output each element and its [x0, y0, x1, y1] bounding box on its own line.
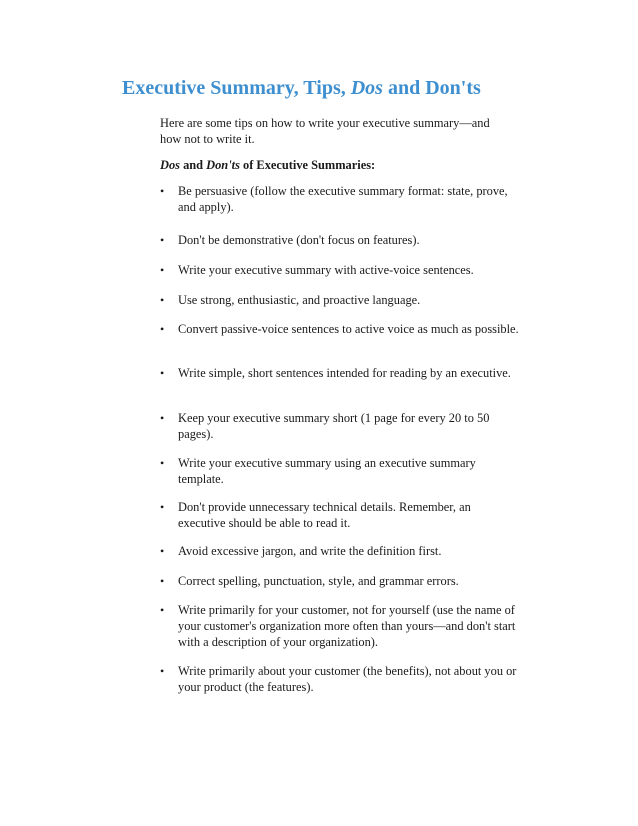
- list-item-text: Keep your executive summary short (1 page for every 20 to 50 pages).: [178, 411, 490, 441]
- list-item: [160, 292, 520, 308]
- document-title: [122, 76, 481, 100]
- bullet-marker: •: [160, 500, 165, 514]
- list-item: [160, 573, 520, 589]
- bullet-marker: •: [160, 322, 165, 336]
- heading-rest: of Executive Summaries:: [239, 158, 376, 172]
- bullet-marker: •: [160, 263, 165, 277]
- bullet-marker: •: [160, 664, 165, 678]
- title-part-1: Executive Summary, Tips,: [122, 77, 351, 99]
- bullet-marker: •: [160, 366, 165, 380]
- intro-paragraph: Here are some tips on how to write your executive summary—and how not to write it.: [160, 116, 490, 146]
- bullet-marker: •: [160, 411, 165, 425]
- list-item: [160, 455, 520, 487]
- list-item: [160, 321, 520, 337]
- list-item-text: Use strong, enthusiastic, and proactive language.: [178, 293, 421, 307]
- list-item-text: Correct spelling, punctuation, style, and grammar errors.: [178, 574, 459, 588]
- list-item-text: Don't be demonstrative (don't focus on features).: [178, 233, 420, 247]
- section-heading: [160, 157, 375, 173]
- list-item: [160, 602, 520, 650]
- bullet-marker: •: [160, 456, 165, 470]
- list-item: [160, 663, 520, 695]
- bullet-marker: •: [160, 184, 165, 198]
- list-item-text: Avoid excessive jargon, and write the definition first.: [178, 544, 442, 558]
- list-item-text: Don't provide unnecessary technical details. Remember, an executive should be able to read it.: [178, 500, 471, 530]
- heading-and: and: [179, 158, 207, 172]
- list-item: [160, 499, 520, 531]
- list-item: [160, 183, 520, 215]
- bullet-marker: •: [160, 574, 165, 588]
- list-item: [160, 365, 520, 381]
- list-item-text: Be persuasive (follow the executive summary format: state, prove, and apply).: [178, 184, 508, 214]
- list-item-text: Write your executive summary with active-voice sentences.: [178, 263, 474, 277]
- list-item: [160, 262, 520, 278]
- list-item: [160, 232, 520, 248]
- title-donts: Don'ts: [425, 77, 481, 99]
- list-item-text: Write your executive summary using an executive summary template.: [178, 456, 476, 486]
- bullet-marker: •: [160, 603, 165, 617]
- heading-dos: Dos: [160, 158, 180, 172]
- bullet-marker: •: [160, 544, 165, 558]
- list-item: [160, 543, 520, 559]
- bullet-marker: •: [160, 293, 165, 307]
- list-item-text: Write primarily about your customer (the benefits), not about you or your product (the features).: [178, 664, 517, 694]
- list-item-text: Convert passive-voice sentences to active voice as much as possible.: [178, 322, 519, 336]
- heading-donts: Don'ts: [206, 158, 240, 172]
- title-dos: Dos: [350, 77, 383, 99]
- title-and: and: [382, 77, 426, 99]
- list-item-text: Write primarily for your customer, not for yourself (use the name of your customer's organization more often than yours—and don't start with a description of your organization).: [178, 603, 516, 649]
- list-item-text: Write simple, short sentences intended for reading by an executive.: [178, 366, 511, 380]
- bullet-marker: •: [160, 233, 165, 247]
- list-item: [160, 410, 520, 442]
